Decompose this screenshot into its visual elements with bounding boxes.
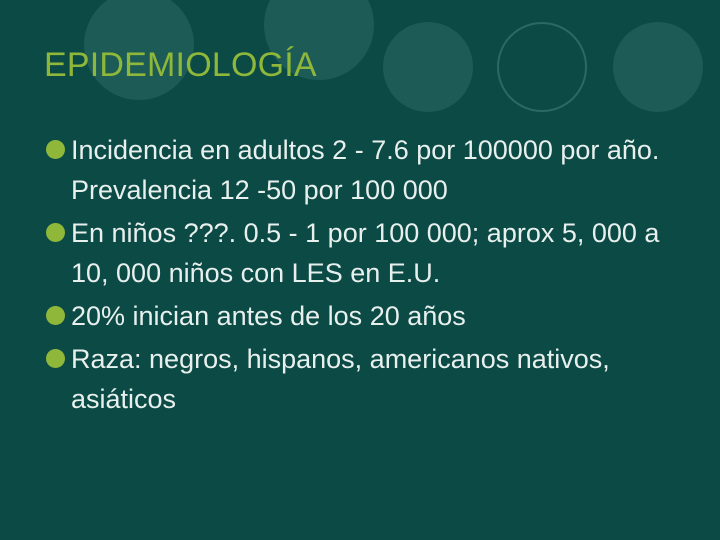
bullet-text: Incidencia en adultos 2 - 7.6 por 100000 por año. Prevalencia 12 -50 por 100 000: [71, 135, 660, 205]
decorative-circle: [613, 22, 703, 112]
bullet-dot-icon: [46, 349, 65, 368]
bullet-item: [44, 296, 684, 336]
bullet-item: [44, 130, 684, 210]
bullet-dot-icon: [46, 306, 65, 325]
decorative-circle: [383, 22, 473, 112]
bullet-text: Raza: negros, hispanos, americanos nativos, asiáticos: [71, 344, 610, 414]
decorative-ring: [497, 22, 587, 112]
bullet-dot-icon: [46, 223, 65, 242]
bullet-text: En niños ???. 0.5 - 1 por 100 000; aprox 5, 000 a 10, 000 niños con LES en E.U.: [71, 218, 660, 288]
bullet-list: [44, 130, 684, 422]
slide-title: EPIDEMIOLOGÍA: [44, 46, 317, 84]
bullet-item: [44, 339, 684, 419]
bullet-text: 20% inician antes de los 20 años: [71, 301, 466, 331]
bullet-dot-icon: [46, 140, 65, 159]
bullet-item: [44, 213, 684, 293]
